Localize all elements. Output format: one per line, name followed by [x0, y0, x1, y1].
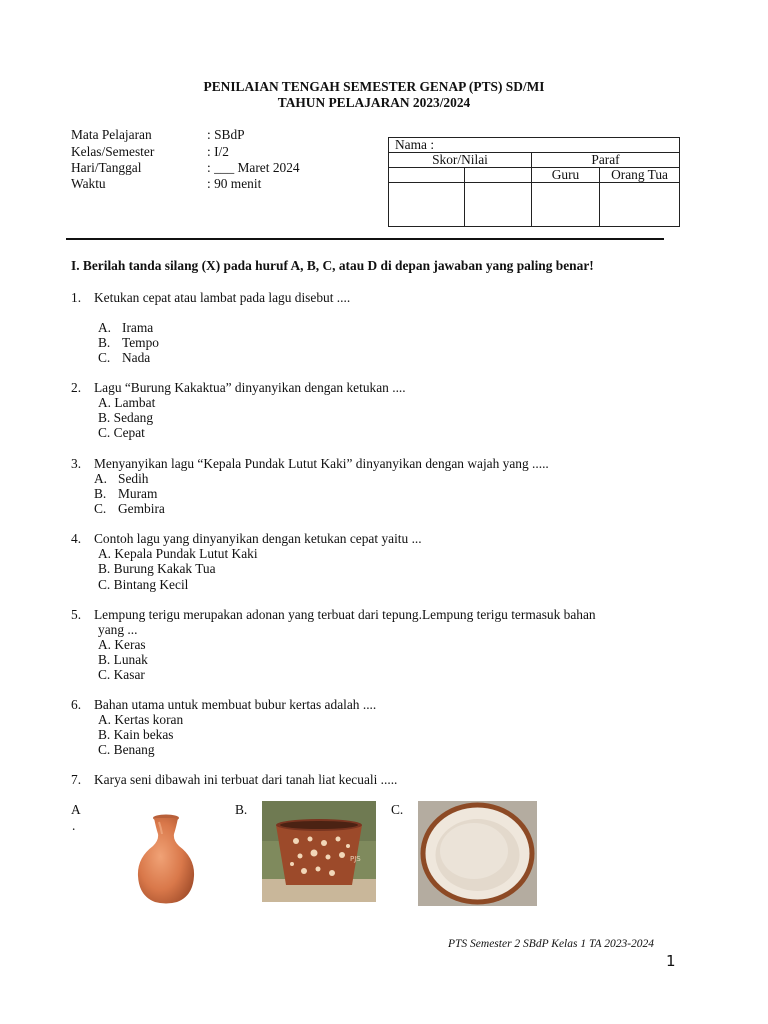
- pot-watermark: PJS: [350, 855, 361, 863]
- clay-vase-icon: [131, 814, 201, 906]
- option-letter: A.: [98, 546, 112, 561]
- name-cell[interactable]: Nama :: [389, 138, 680, 153]
- option-a[interactable]: [98, 395, 155, 410]
- option-b[interactable]: [98, 652, 148, 667]
- option-a[interactable]: [98, 712, 183, 727]
- option-a[interactable]: [94, 471, 149, 486]
- option-b[interactable]: [94, 486, 157, 501]
- option-text: Kertas koran: [114, 712, 184, 727]
- option-text: Burung Kakak Tua: [113, 561, 216, 576]
- ceramic-plate-image[interactable]: [418, 801, 537, 906]
- option-letter: C.: [94, 501, 107, 516]
- option-letter: A.: [98, 637, 112, 652]
- image-choice-b-label[interactable]: B.: [235, 802, 248, 817]
- question-number: 7.: [71, 772, 82, 787]
- teacher-signature-box[interactable]: [532, 183, 600, 227]
- option-b[interactable]: [98, 561, 216, 576]
- option-letter: C.: [98, 667, 111, 682]
- option-text: Gembira: [118, 501, 165, 516]
- exam-title-line2: TAHUN PELAJARAN 2023/2024: [277, 95, 471, 110]
- option-text: Sedang: [113, 410, 154, 425]
- option-text: Lambat: [114, 395, 156, 410]
- option-a[interactable]: [98, 546, 258, 561]
- option-c[interactable]: [98, 577, 188, 592]
- question-number: 1.: [71, 290, 82, 305]
- score-box-2[interactable]: [465, 183, 532, 227]
- clay-vase-image[interactable]: [131, 814, 201, 906]
- option-c[interactable]: [98, 667, 145, 682]
- info-value-class: : I/2: [207, 144, 229, 159]
- option-text: Keras: [114, 637, 146, 652]
- question-text: Karya seni dibawah ini terbuat dari tanah liat kecuali .....: [94, 772, 398, 787]
- teacher-header: Guru: [532, 168, 600, 183]
- info-label-time: Waktu: [71, 176, 106, 191]
- parent-signature-box[interactable]: [600, 183, 680, 227]
- question-number: 2.: [71, 380, 82, 395]
- option-letter: B.: [98, 652, 111, 667]
- parent-header: Orang Tua: [600, 168, 680, 183]
- info-value-subject: : SBdP: [207, 127, 245, 142]
- score-table: [388, 137, 680, 227]
- option-c[interactable]: [98, 742, 155, 757]
- option-a[interactable]: [98, 320, 153, 335]
- option-text: Kain bekas: [113, 727, 174, 742]
- option-letter: C.: [98, 425, 111, 440]
- image-choice-a-dot: .: [72, 818, 76, 833]
- option-b[interactable]: [98, 335, 159, 350]
- option-letter: C.: [98, 742, 111, 757]
- option-text: Tempo: [122, 335, 159, 350]
- option-text: Nada: [122, 350, 151, 365]
- option-text: Bintang Kecil: [113, 577, 189, 592]
- option-letter: C.: [98, 577, 111, 592]
- signature-header: Paraf: [532, 153, 680, 168]
- info-label-class: Kelas/Semester: [71, 144, 155, 159]
- clay-pot-image[interactable]: [262, 801, 376, 902]
- question-number: 6.: [71, 697, 82, 712]
- option-c[interactable]: [98, 350, 150, 365]
- page-number: 1: [666, 952, 676, 970]
- option-letter: C.: [98, 350, 111, 365]
- question-number: 3.: [71, 456, 82, 471]
- option-text: Kasar: [113, 667, 145, 682]
- option-letter: B.: [98, 561, 111, 576]
- page-footer: PTS Semester 2 SBdP Kelas 1 TA 2023-2024: [448, 938, 655, 950]
- option-letter: B.: [98, 335, 111, 350]
- option-text: Kepala Pundak Lutut Kaki: [114, 546, 258, 561]
- exam-title-line1: PENILAIAN TENGAH SEMESTER GENAP (PTS) SD/MI: [203, 79, 545, 94]
- option-a[interactable]: [98, 637, 146, 652]
- score-subcell-2: [465, 168, 532, 183]
- option-letter: A.: [94, 471, 108, 486]
- score-header: Skor/Nilai: [389, 153, 532, 168]
- question-text: Lagu “Burung Kakaktua” dinyanyikan dengan ketukan ....: [94, 380, 406, 395]
- score-subcell-1: [389, 168, 465, 183]
- image-choice-a-label[interactable]: A: [71, 802, 81, 817]
- info-value-time: : 90 menit: [207, 176, 262, 191]
- info-label-subject: Mata Pelajaran: [71, 127, 152, 142]
- info-value-date: : ___ Maret 2024: [207, 160, 300, 175]
- section-instruction: I. Berilah tanda silang (X) pada huruf A, B, C, atau D di depan jawaban yang paling benar!: [71, 258, 594, 273]
- option-b[interactable]: [98, 727, 174, 742]
- option-letter: A.: [98, 395, 112, 410]
- question-text: Lempung terigu merupakan adonan yang terbuat dari tepung.Lempung terigu termasuk bahan: [94, 607, 596, 622]
- header-divider: [66, 238, 664, 240]
- score-box-1[interactable]: [389, 183, 465, 227]
- option-text: Sedih: [118, 471, 149, 486]
- option-letter: B.: [98, 727, 111, 742]
- option-text: Irama: [122, 320, 154, 335]
- question-number: 5.: [71, 607, 82, 622]
- image-choice-c-label[interactable]: C.: [391, 802, 404, 817]
- question-text: Ketukan cepat atau lambat pada lagu disebut ....: [94, 290, 351, 305]
- info-label-date: Hari/Tanggal: [71, 160, 142, 175]
- option-text: Lunak: [113, 652, 148, 667]
- question-text-continued: yang ...: [98, 622, 138, 637]
- option-text: Benang: [113, 742, 155, 757]
- option-c[interactable]: [98, 425, 145, 440]
- option-c[interactable]: [94, 501, 165, 516]
- ceramic-plate-icon: [418, 801, 537, 906]
- option-b[interactable]: [98, 410, 153, 425]
- option-letter: B.: [94, 486, 107, 501]
- option-text: Cepat: [113, 425, 145, 440]
- option-text: Muram: [118, 486, 158, 501]
- question-number: 4.: [71, 531, 82, 546]
- option-letter: A.: [98, 320, 112, 335]
- question-text: Contoh lagu yang dinyanyikan dengan ketukan cepat yaitu ...: [94, 531, 422, 546]
- clay-pot-icon: [262, 801, 376, 902]
- question-text: Menyanyikan lagu “Kepala Pundak Lutut Kaki” dinyanyikan dengan wajah yang .....: [94, 456, 549, 471]
- option-letter: B.: [98, 410, 111, 425]
- option-letter: A.: [98, 712, 112, 727]
- question-text: Bahan utama untuk membuat bubur kertas adalah ....: [94, 697, 377, 712]
